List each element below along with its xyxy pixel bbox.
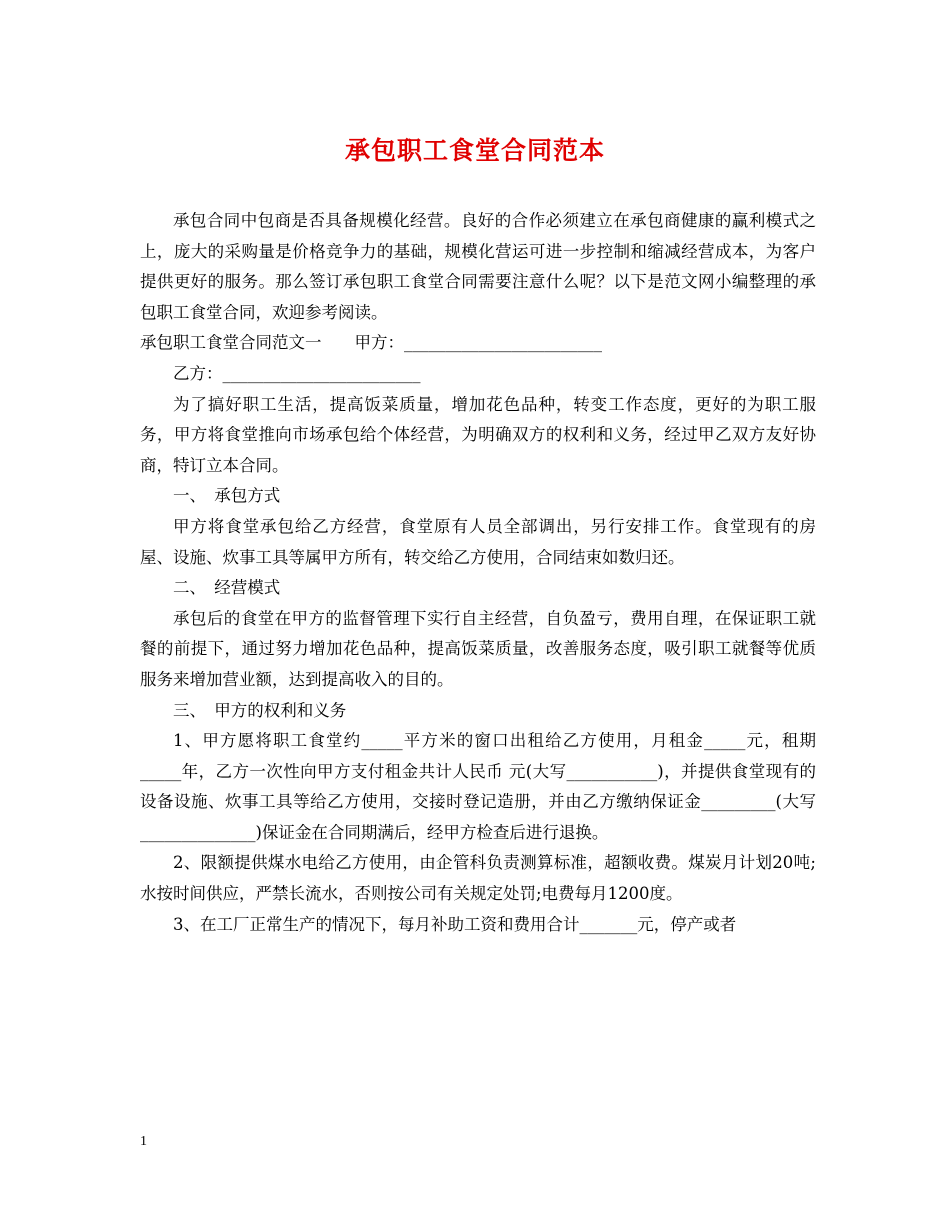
document-title: 承包职工食堂合同范本 [344, 136, 605, 165]
party-a-line: 承包职工食堂合同范文一 甲方：________________________ [140, 333, 602, 353]
preamble-paragraph: 为了搞好职工生活，提高饭菜质量，增加花色品种，转变工作态度，更好的为职工服务，甲方将食堂推向市场承包给个体经营，为明确双方的权利和义务，经过甲乙双方友好协商，特订立本合同。 [140, 394, 816, 475]
party-b-line: 乙方：________________________ [173, 363, 421, 383]
clause-3-paragraph: 3、在工厂正常生产的情况下，每月补助工资和费用合计_______元，停产或者 [173, 914, 737, 934]
clause-2-paragraph: 2、限额提供煤水电给乙方使用，由企管科负责测算标准，超额收费。煤炭月计划20吨;水按时间供应，严禁长流水，否则按公司有关规定处罚;电费每月1200度。 [140, 853, 816, 904]
section-heading-2: 二、 经营模式 [173, 578, 281, 598]
section-heading-1: 一、 承包方式 [173, 486, 281, 506]
intro-paragraph: 承包合同中包商是否具备规模化经营。良好的合作必须建立在承包商健康的赢利模式之上，庞大的采购量是价格竞争力的基础，规模化营运可进一步控制和缩减经营成本，为客户提供更好的服务。那么签订承包职工食堂合同需要注意什么呢？以下是范文网小编整理的承包职工食堂合同，欢迎参考阅读。 [140, 211, 816, 322]
section-heading-3: 三、 甲方的权利和义务 [173, 700, 347, 720]
page-number: 1 [140, 1134, 147, 1149]
clause-1-paragraph: 1、甲方愿将职工食堂约_____平方米的窗口出租给乙方使用，月租金_____元，租期_____年，乙方一次性向甲方支付租金共计人民币 元(大写___________)，并提供食堂现有的设备设施、炊事工具等给乙方使用，交接时登记造册，并由乙方缴纳保证金_________(大写______________)保证金在合同期满后，经甲方检查后进行退换。 [140, 731, 816, 842]
document-body [140, 206, 816, 940]
section-2-paragraph: 承包后的食堂在甲方的监督管理下实行自主经营，自负盈亏，费用自理，在保证职工就餐的前提下，通过努力增加花色品种，提高饭菜质量，改善服务态度，吸引职工就餐等优质服务来增加营业额，达到提高收入的目的。 [140, 608, 816, 689]
section-1-paragraph: 甲方将食堂承包给乙方经营，食堂原有人员全部调出，另行安排工作。食堂现有的房屋、设施、炊事工具等属甲方所有，转交给乙方使用，合同结束如数归还。 [140, 516, 816, 567]
